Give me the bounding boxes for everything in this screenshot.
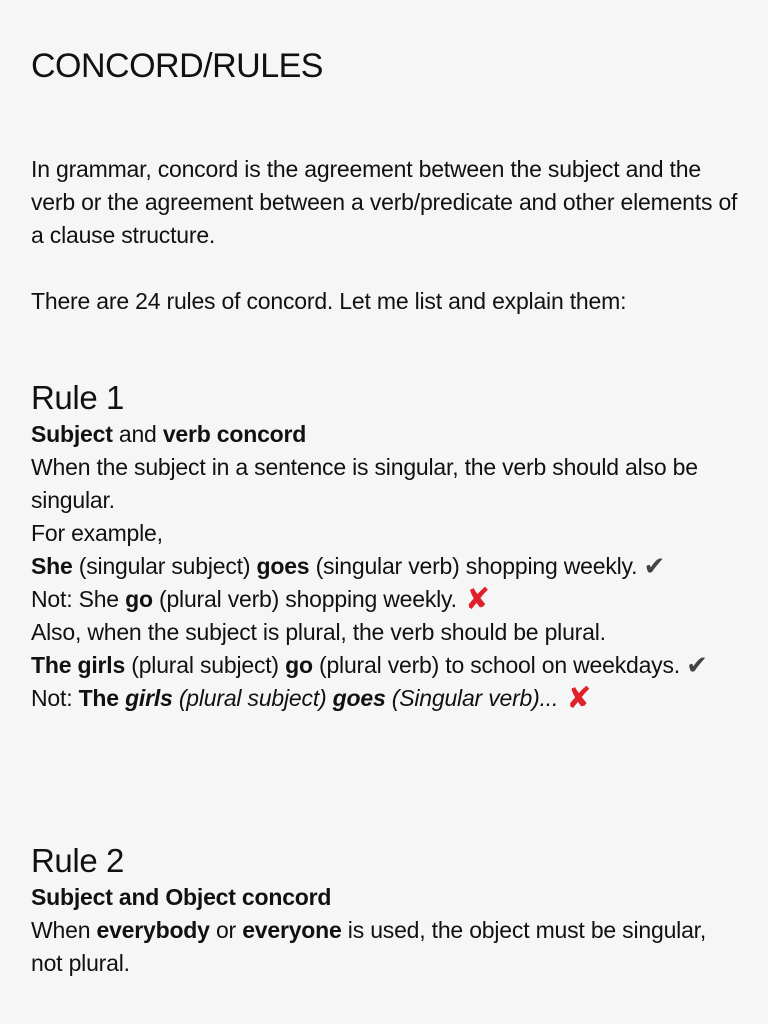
not-1-rest: (plural verb) shopping weekly. bbox=[152, 586, 457, 612]
not-2-prefix: Not: bbox=[31, 685, 79, 711]
not-1-verb: go bbox=[125, 586, 153, 612]
rule-2-heading: Rule 2 bbox=[31, 842, 124, 879]
rule-1-subtitle-and: and bbox=[112, 421, 163, 447]
example-2-rest: (plural verb) to school on weekdays. bbox=[312, 652, 680, 678]
rule-2-description bbox=[31, 914, 743, 980]
intro-paragraph: In grammar, concord is the agreement between the subject and the verb or the agreement between a verb/predicate and other elements of a clause structure. bbox=[31, 156, 738, 248]
example-1-verb: goes bbox=[256, 553, 310, 579]
not-2-girls: girls bbox=[125, 685, 173, 711]
rule-1-description: When the subject in a sentence is singular, the verb should also be singular. bbox=[31, 454, 698, 513]
rule-2-desc-word-everybody: everybody bbox=[96, 917, 210, 943]
rule-1-also: Also, when the subject is plural, the verb should be plural. bbox=[31, 619, 606, 645]
rule-2-desc-word-everyone: everyone bbox=[242, 917, 342, 943]
rule-1-subtitle-subject: Subject bbox=[31, 421, 113, 447]
not-2-verb: goes bbox=[332, 685, 386, 711]
rule-2-subtitle-text: Subject and Object concord bbox=[31, 884, 332, 910]
example-2-subject-note: (plural subject) bbox=[125, 652, 286, 678]
rules-count-paragraph: There are 24 rules of concord. Let me list and explain them: bbox=[31, 288, 627, 314]
rule-1-subtitle-verb: verb concord bbox=[162, 421, 307, 447]
rule-2-desc-prefix: When bbox=[31, 917, 97, 943]
rule-1-example-1 bbox=[31, 550, 743, 583]
rule-2-body bbox=[31, 881, 743, 980]
rule-1-not-2 bbox=[31, 682, 743, 715]
check-mark-icon: ✔ bbox=[686, 650, 708, 680]
example-1-rest: (singular verb) shopping weekly. bbox=[309, 553, 638, 579]
not-2-subject-note: (plural subject) bbox=[172, 685, 333, 711]
rule-2-desc-rest: is used, the object must be singular, not plural. bbox=[31, 917, 707, 976]
example-2-subject: The girls bbox=[31, 652, 126, 678]
rule-1-not-1 bbox=[31, 583, 743, 616]
example-2-verb: go bbox=[285, 652, 313, 678]
rule-1-heading: Rule 1 bbox=[31, 379, 124, 416]
rule-1-subtitle bbox=[31, 418, 743, 451]
page-title: CONCORD/RULES bbox=[31, 47, 323, 85]
cross-mark-icon: ✘ bbox=[566, 682, 592, 715]
cross-mark-icon: ✘ bbox=[465, 583, 490, 616]
rule-1-for-example: For example, bbox=[31, 520, 163, 546]
rule-1-body bbox=[31, 418, 743, 715]
rule-2-desc-or: or bbox=[209, 917, 243, 943]
rule-1-example-2 bbox=[31, 649, 743, 682]
not-2-rest: (Singular verb)... bbox=[385, 685, 559, 711]
not-2-the: The bbox=[78, 685, 126, 711]
example-1-subject: She bbox=[31, 553, 73, 579]
rule-2-subtitle bbox=[31, 881, 743, 914]
example-1-subject-note: (singular subject) bbox=[72, 553, 257, 579]
check-mark-icon: ✔ bbox=[643, 551, 666, 581]
not-1-prefix: Not: She bbox=[31, 586, 126, 612]
